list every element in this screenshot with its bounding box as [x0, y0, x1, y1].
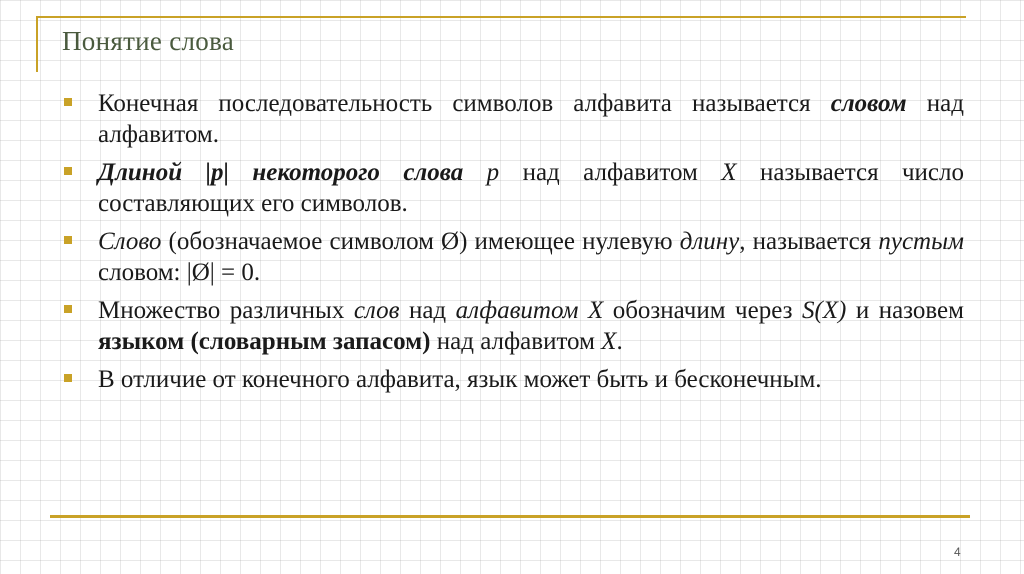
bullet-text: Множество различных [98, 297, 354, 324]
bullet-item-5 [62, 364, 964, 395]
term-word: словом [830, 90, 907, 117]
bullet-text: В отличие от конечного алфавита, язык может быть и бесконечным. [98, 366, 822, 393]
bullet-item-1 [62, 88, 964, 150]
bullet-text: , называется [739, 228, 879, 255]
square-bullet-icon [64, 98, 72, 106]
bullet-text: над алфавитом [499, 159, 722, 186]
title-accent-vertical-line [36, 16, 38, 72]
square-bullet-icon [64, 305, 72, 313]
notation-s-x: S(X) [801, 297, 847, 324]
variable-x: X [721, 159, 737, 186]
term-length-italic: длину [679, 228, 740, 255]
bullet-text: над алфавитом. [98, 90, 964, 148]
term-length: Длиной |р| некоторого слова [98, 159, 464, 186]
bullet-text: и назовем [846, 297, 964, 324]
bullet-text: Конечная последовательность символов алфавита называется [98, 90, 831, 117]
bullet-text: . [616, 328, 623, 355]
variable-p: р [463, 159, 500, 186]
square-bullet-icon [64, 167, 72, 175]
bullet-item-3 [62, 226, 964, 288]
bullet-text: обозначим через [603, 297, 802, 324]
square-bullet-icon [64, 236, 72, 244]
bullet-text: над [399, 297, 456, 324]
page-number: 4 [954, 545, 961, 559]
bullet-text: (обозначаемое символом Ø) имеющее нулевую [161, 228, 680, 255]
square-bullet-icon [64, 374, 72, 382]
variable-x: X [601, 328, 617, 355]
term-empty: пустым [878, 228, 964, 255]
term-language: языком (словарным запасом) [98, 328, 431, 355]
term-alphabet: алфавитом X [455, 297, 604, 324]
term-words: слов [353, 297, 400, 324]
bottom-divider-line [50, 515, 970, 518]
top-divider-line [36, 16, 966, 18]
bullet-list [62, 88, 964, 402]
bullet-text: называется число составляющих его символов. [98, 159, 965, 217]
slide-title: Понятие слова [62, 26, 235, 56]
term-word-italic: Слово [98, 228, 162, 255]
bullet-item-2 [62, 157, 964, 219]
bullet-text: над алфавитом [430, 328, 602, 355]
bullet-item-4 [62, 295, 964, 357]
bullet-text: словом: |Ø| = 0. [98, 259, 261, 286]
